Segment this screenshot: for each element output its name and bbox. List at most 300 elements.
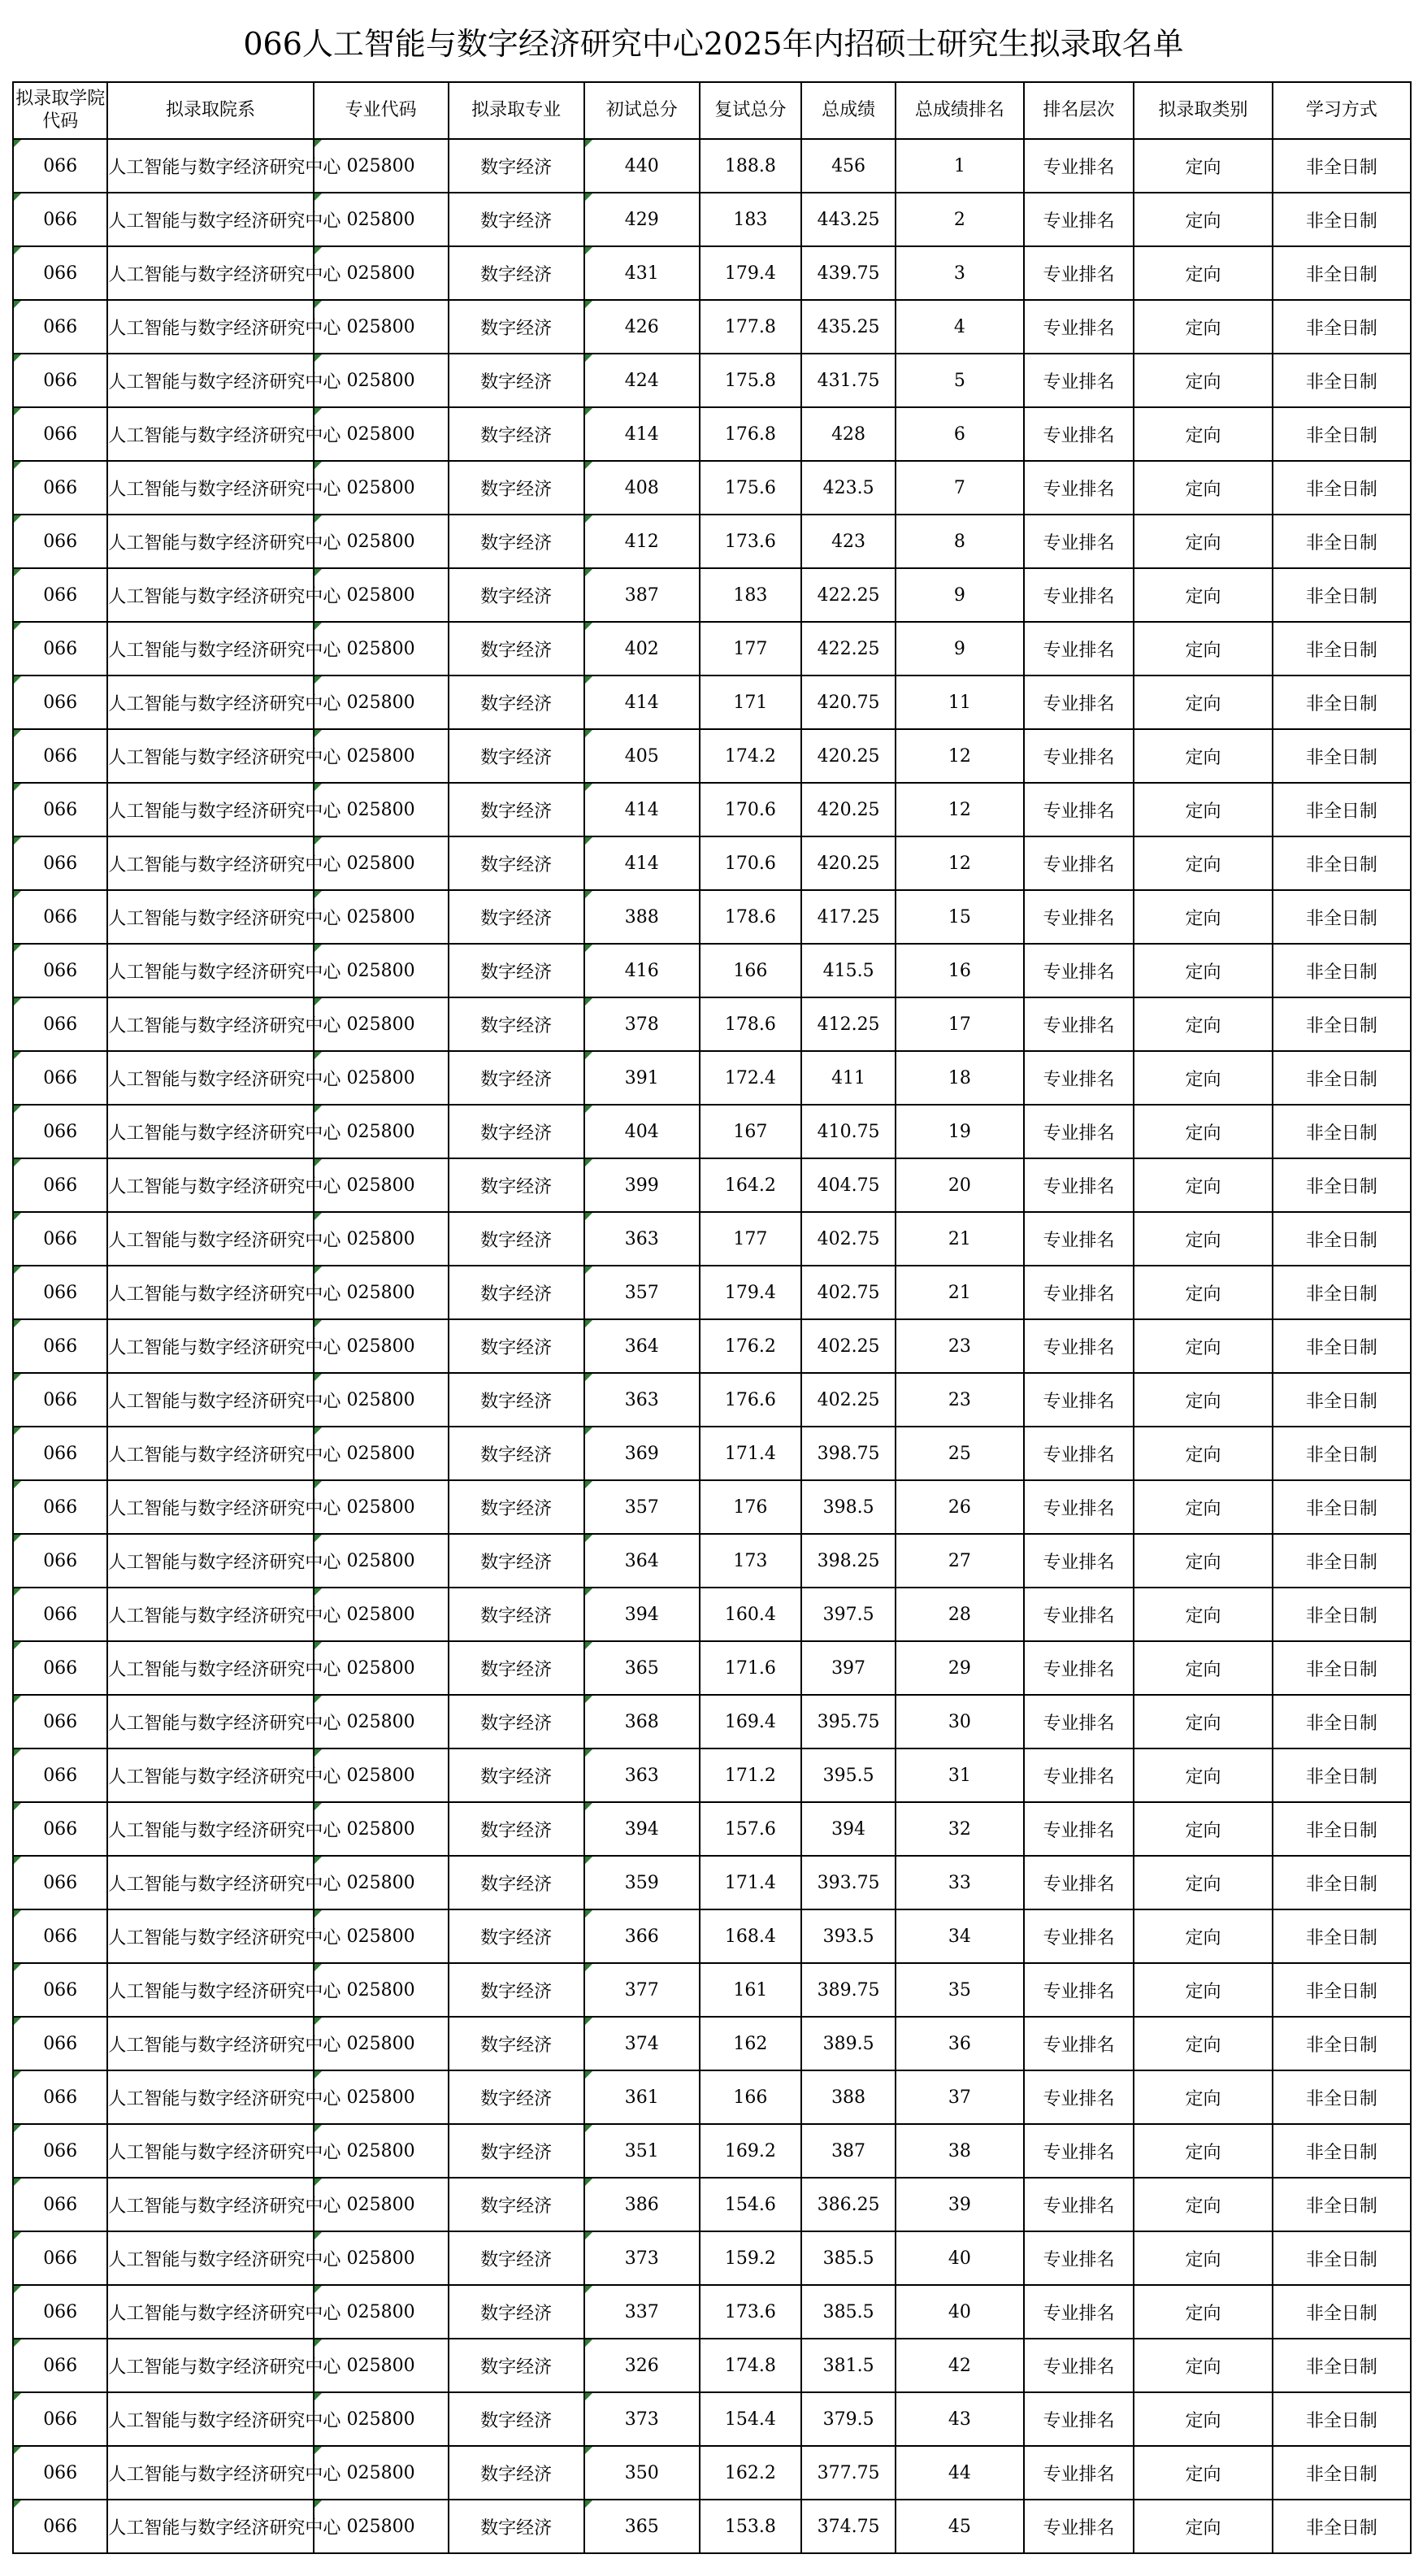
cell-major-code: 025800 [314,1051,449,1105]
cell-rank-level: 专业排名 [1024,1266,1134,1319]
cell-initial-score: 416 [584,944,700,997]
cell-admission-type: 定向 [1134,1534,1272,1588]
cell-major: 数字经济 [449,1534,584,1588]
cell-major: 数字经济 [449,2070,584,2124]
cell-college-code: 066 [13,2070,107,2124]
cell-major-code: 025800 [314,2124,449,2178]
cell-total-rank: 27 [896,1534,1023,1588]
cell-college-code: 066 [13,568,107,622]
cell-total-score: 379.5 [801,2392,896,2446]
cell-admission-type: 定向 [1134,622,1272,675]
cell-initial-score: 402 [584,622,700,675]
cell-study-mode: 非全日制 [1273,890,1411,944]
cell-admission-type: 定向 [1134,2017,1272,2070]
cell-major-code: 025800 [314,1534,449,1588]
table-row [13,246,1411,300]
cell-major-code: 025800 [314,2446,449,2500]
cell-admission-type: 定向 [1134,300,1272,354]
cell-major: 数字经济 [449,1748,584,1802]
cell-college-code: 066 [13,1427,107,1480]
cell-initial-score: 364 [584,1319,700,1373]
cell-admission-type: 定向 [1134,1105,1272,1158]
cell-department: 人工智能与数字经济研究中心 [107,2070,313,2124]
cell-department: 人工智能与数字经济研究中心 [107,1480,313,1534]
cell-department: 人工智能与数字经济研究中心 [107,1963,313,2017]
cell-study-mode: 非全日制 [1273,193,1411,246]
cell-total-score: 398.25 [801,1534,896,1588]
table-row [13,1373,1411,1427]
table-row [13,1158,1411,1212]
cell-retest-score: 179.4 [700,1266,801,1319]
cell-total-score: 377.75 [801,2446,896,2500]
cell-admission-type: 定向 [1134,1212,1272,1266]
cell-admission-type: 定向 [1134,675,1272,729]
cell-college-code: 066 [13,246,107,300]
cell-rank-level: 专业排名 [1024,1427,1134,1480]
cell-admission-type: 定向 [1134,1480,1272,1534]
cell-admission-type: 定向 [1134,354,1272,407]
cell-total-rank: 12 [896,836,1023,890]
cell-major: 数字经济 [449,2017,584,2070]
cell-total-rank: 5 [896,354,1023,407]
cell-retest-score: 174.8 [700,2339,801,2392]
cell-college-code: 066 [13,2178,107,2231]
cell-total-score: 402.75 [801,1212,896,1266]
cell-initial-score: 366 [584,1909,700,1963]
cell-college-code: 066 [13,461,107,515]
cell-total-score: 385.5 [801,2231,896,2285]
cell-total-rank: 44 [896,2446,1023,2500]
cell-study-mode: 非全日制 [1273,997,1411,1051]
cell-total-rank: 45 [896,2500,1023,2553]
cell-major: 数字经济 [449,300,584,354]
cell-total-rank: 7 [896,461,1023,515]
table-row [13,1480,1411,1534]
cell-college-code: 066 [13,354,107,407]
cell-total-rank: 21 [896,1266,1023,1319]
table-row [13,407,1411,461]
cell-study-mode: 非全日制 [1273,246,1411,300]
header-major-code: 专业代码 [314,82,449,139]
cell-admission-type: 定向 [1134,1748,1272,1802]
cell-total-score: 420.25 [801,836,896,890]
cell-college-code: 066 [13,193,107,246]
cell-initial-score: 388 [584,890,700,944]
cell-major: 数字经济 [449,2500,584,2553]
cell-retest-score: 173 [700,1534,801,1588]
cell-major-code: 025800 [314,675,449,729]
cell-major: 数字经济 [449,1641,584,1695]
cell-admission-type: 定向 [1134,2285,1272,2339]
cell-retest-score: 179.4 [700,246,801,300]
cell-total-score: 393.5 [801,1909,896,1963]
cell-rank-level: 专业排名 [1024,2070,1134,2124]
cell-total-rank: 4 [896,300,1023,354]
cell-retest-score: 169.4 [700,1695,801,1748]
cell-initial-score: 426 [584,300,700,354]
cell-total-rank: 11 [896,675,1023,729]
cell-major-code: 025800 [314,354,449,407]
cell-major: 数字经济 [449,139,584,193]
cell-study-mode: 非全日制 [1273,675,1411,729]
table-row [13,1051,1411,1105]
cell-major-code: 025800 [314,1588,449,1641]
cell-admission-type: 定向 [1134,1588,1272,1641]
cell-study-mode: 非全日制 [1273,2017,1411,2070]
cell-major: 数字经济 [449,890,584,944]
cell-department: 人工智能与数字经济研究中心 [107,407,313,461]
header-department: 拟录取院系 [107,82,313,139]
cell-department: 人工智能与数字经济研究中心 [107,1105,313,1158]
cell-rank-level: 专业排名 [1024,568,1134,622]
table-row [13,1856,1411,1909]
cell-department: 人工智能与数字经济研究中心 [107,2231,313,2285]
cell-study-mode: 非全日制 [1273,622,1411,675]
cell-department: 人工智能与数字经济研究中心 [107,354,313,407]
cell-total-score: 404.75 [801,1158,896,1212]
cell-admission-type: 定向 [1134,193,1272,246]
cell-college-code: 066 [13,2392,107,2446]
cell-college-code: 066 [13,2124,107,2178]
cell-major-code: 025800 [314,729,449,783]
cell-major-code: 025800 [314,1158,449,1212]
cell-retest-score: 178.6 [700,890,801,944]
cell-initial-score: 404 [584,1105,700,1158]
cell-total-rank: 9 [896,622,1023,675]
cell-department: 人工智能与数字经济研究中心 [107,1588,313,1641]
table-row [13,515,1411,568]
table-row [13,783,1411,836]
cell-retest-score: 176 [700,1480,801,1534]
cell-retest-score: 176.8 [700,407,801,461]
cell-major: 数字经济 [449,2285,584,2339]
cell-retest-score: 161 [700,1963,801,2017]
cell-department: 人工智能与数字经济研究中心 [107,1266,313,1319]
cell-rank-level: 专业排名 [1024,1319,1134,1373]
cell-rank-level: 专业排名 [1024,2500,1134,2553]
cell-college-code: 066 [13,300,107,354]
cell-retest-score: 178.6 [700,997,801,1051]
cell-department: 人工智能与数字经济研究中心 [107,1909,313,1963]
cell-total-score: 439.75 [801,246,896,300]
cell-college-code: 066 [13,997,107,1051]
cell-major: 数字经济 [449,2178,584,2231]
cell-initial-score: 368 [584,1695,700,1748]
table-row [13,1641,1411,1695]
cell-study-mode: 非全日制 [1273,1695,1411,1748]
cell-major: 数字经济 [449,354,584,407]
cell-admission-type: 定向 [1134,2446,1272,2500]
cell-retest-score: 153.8 [700,2500,801,2553]
cell-admission-type: 定向 [1134,1856,1272,1909]
table-header-row [13,82,1411,139]
cell-major-code: 025800 [314,1748,449,1802]
cell-admission-type: 定向 [1134,568,1272,622]
cell-major-code: 025800 [314,2017,449,2070]
cell-total-rank: 40 [896,2285,1023,2339]
cell-major-code: 025800 [314,300,449,354]
cell-total-score: 402.25 [801,1373,896,1427]
table-row [13,1266,1411,1319]
cell-admission-type: 定向 [1134,1427,1272,1480]
cell-study-mode: 非全日制 [1273,2124,1411,2178]
cell-study-mode: 非全日制 [1273,1802,1411,1856]
table-body [13,139,1411,2553]
cell-initial-score: 357 [584,1266,700,1319]
cell-total-score: 415.5 [801,944,896,997]
cell-major-code: 025800 [314,622,449,675]
cell-initial-score: 414 [584,675,700,729]
header-total-rank: 总成绩排名 [896,82,1023,139]
cell-department: 人工智能与数字经济研究中心 [107,944,313,997]
cell-initial-score: 326 [584,2339,700,2392]
cell-rank-level: 专业排名 [1024,1856,1134,1909]
cell-total-score: 385.5 [801,2285,896,2339]
cell-major-code: 025800 [314,2285,449,2339]
cell-initial-score: 378 [584,997,700,1051]
cell-major: 数字经济 [449,1909,584,1963]
cell-admission-type: 定向 [1134,890,1272,944]
table-row [13,890,1411,944]
cell-major-code: 025800 [314,568,449,622]
table-row [13,2392,1411,2446]
cell-major: 数字经济 [449,193,584,246]
cell-department: 人工智能与数字经济研究中心 [107,1695,313,1748]
cell-major: 数字经济 [449,622,584,675]
cell-admission-type: 定向 [1134,2231,1272,2285]
cell-rank-level: 专业排名 [1024,407,1134,461]
cell-admission-type: 定向 [1134,2392,1272,2446]
table-row [13,2500,1411,2553]
cell-total-rank: 38 [896,2124,1023,2178]
cell-major: 数字经济 [449,2124,584,2178]
cell-department: 人工智能与数字经济研究中心 [107,890,313,944]
cell-major: 数字经济 [449,2339,584,2392]
cell-total-rank: 43 [896,2392,1023,2446]
table-row [13,1427,1411,1480]
cell-college-code: 066 [13,1212,107,1266]
cell-total-score: 422.25 [801,622,896,675]
cell-major-code: 025800 [314,997,449,1051]
cell-initial-score: 399 [584,1158,700,1212]
cell-college-code: 066 [13,2285,107,2339]
table-row [13,2446,1411,2500]
cell-admission-type: 定向 [1134,1641,1272,1695]
table-row [13,568,1411,622]
cell-department: 人工智能与数字经济研究中心 [107,2285,313,2339]
cell-admission-type: 定向 [1134,1802,1272,1856]
cell-study-mode: 非全日制 [1273,300,1411,354]
cell-retest-score: 188.8 [700,139,801,193]
cell-retest-score: 159.2 [700,2231,801,2285]
table-row [13,2124,1411,2178]
cell-initial-score: 365 [584,2500,700,2553]
cell-study-mode: 非全日制 [1273,1105,1411,1158]
cell-initial-score: 373 [584,2231,700,2285]
cell-admission-type: 定向 [1134,139,1272,193]
cell-rank-level: 专业排名 [1024,2017,1134,2070]
cell-college-code: 066 [13,2017,107,2070]
cell-retest-score: 177.8 [700,300,801,354]
cell-major: 数字经济 [449,1588,584,1641]
cell-retest-score: 164.2 [700,1158,801,1212]
cell-major: 数字经济 [449,997,584,1051]
cell-major-code: 025800 [314,1480,449,1534]
cell-department: 人工智能与数字经济研究中心 [107,729,313,783]
cell-total-score: 398.5 [801,1480,896,1534]
cell-major: 数字经济 [449,675,584,729]
cell-retest-score: 176.2 [700,1319,801,1373]
cell-total-score: 389.5 [801,2017,896,2070]
cell-college-code: 066 [13,783,107,836]
cell-admission-type: 定向 [1134,246,1272,300]
cell-total-rank: 42 [896,2339,1023,2392]
cell-department: 人工智能与数字经济研究中心 [107,2124,313,2178]
cell-retest-score: 183 [700,193,801,246]
cell-major-code: 025800 [314,890,449,944]
cell-initial-score: 374 [584,2017,700,2070]
cell-study-mode: 非全日制 [1273,2500,1411,2553]
cell-total-rank: 17 [896,997,1023,1051]
cell-total-score: 389.75 [801,1963,896,2017]
cell-total-score: 417.25 [801,890,896,944]
header-total-score: 总成绩 [801,82,896,139]
cell-major: 数字经济 [449,1266,584,1319]
cell-department: 人工智能与数字经济研究中心 [107,783,313,836]
cell-major-code: 025800 [314,1641,449,1695]
cell-total-score: 412.25 [801,997,896,1051]
cell-rank-level: 专业排名 [1024,2178,1134,2231]
cell-rank-level: 专业排名 [1024,2392,1134,2446]
cell-major-code: 025800 [314,2070,449,2124]
cell-major: 数字经济 [449,783,584,836]
cell-department: 人工智能与数字经济研究中心 [107,1534,313,1588]
header-study-mode: 学习方式 [1273,82,1411,139]
page-title: 066人工智能与数字经济研究中心2025年内招硕士研究生拟录取名单 [243,26,1184,62]
cell-total-score: 443.25 [801,193,896,246]
cell-major: 数字经济 [449,944,584,997]
table-row [13,1748,1411,1802]
cell-initial-score: 386 [584,2178,700,2231]
cell-major: 数字经济 [449,1480,584,1534]
cell-total-score: 423 [801,515,896,568]
cell-rank-level: 专业排名 [1024,1641,1134,1695]
cell-retest-score: 162.2 [700,2446,801,2500]
cell-admission-type: 定向 [1134,2070,1272,2124]
cell-major-code: 025800 [314,2339,449,2392]
cell-rank-level: 专业排名 [1024,1534,1134,1588]
cell-department: 人工智能与数字经济研究中心 [107,1748,313,1802]
cell-admission-type: 定向 [1134,2339,1272,2392]
cell-total-score: 428 [801,407,896,461]
cell-initial-score: 414 [584,407,700,461]
cell-initial-score: 429 [584,193,700,246]
cell-admission-type: 定向 [1134,1266,1272,1319]
cell-rank-level: 专业排名 [1024,890,1134,944]
cell-total-score: 393.75 [801,1856,896,1909]
table-row [13,1319,1411,1373]
cell-department: 人工智能与数字经济研究中心 [107,1802,313,1856]
cell-major-code: 025800 [314,1909,449,1963]
cell-total-score: 420.25 [801,729,896,783]
cell-admission-type: 定向 [1134,2178,1272,2231]
cell-department: 人工智能与数字经济研究中心 [107,2392,313,2446]
cell-rank-level: 专业排名 [1024,675,1134,729]
cell-study-mode: 非全日制 [1273,2178,1411,2231]
cell-initial-score: 363 [584,1748,700,1802]
cell-department: 人工智能与数字经济研究中心 [107,193,313,246]
cell-study-mode: 非全日制 [1273,2392,1411,2446]
cell-total-rank: 2 [896,193,1023,246]
cell-retest-score: 176.6 [700,1373,801,1427]
cell-rank-level: 专业排名 [1024,2285,1134,2339]
cell-major: 数字经济 [449,2446,584,2500]
cell-initial-score: 405 [584,729,700,783]
cell-initial-score: 337 [584,2285,700,2339]
cell-college-code: 066 [13,1158,107,1212]
cell-admission-type: 定向 [1134,2124,1272,2178]
cell-study-mode: 非全日制 [1273,1427,1411,1480]
cell-college-code: 066 [13,1802,107,1856]
cell-rank-level: 专业排名 [1024,515,1134,568]
cell-total-rank: 37 [896,2070,1023,2124]
cell-college-code: 066 [13,139,107,193]
cell-total-score: 395.5 [801,1748,896,1802]
cell-major-code: 025800 [314,193,449,246]
cell-study-mode: 非全日制 [1273,1856,1411,1909]
cell-major-code: 025800 [314,515,449,568]
cell-rank-level: 专业排名 [1024,2339,1134,2392]
cell-study-mode: 非全日制 [1273,1266,1411,1319]
cell-retest-score: 169.2 [700,2124,801,2178]
cell-major-code: 025800 [314,461,449,515]
cell-initial-score: 373 [584,2392,700,2446]
cell-department: 人工智能与数字经济研究中心 [107,515,313,568]
cell-rank-level: 专业排名 [1024,1695,1134,1748]
cell-major: 数字经济 [449,1963,584,2017]
table-row [13,2339,1411,2392]
cell-initial-score: 350 [584,2446,700,2500]
cell-rank-level: 专业排名 [1024,1212,1134,1266]
cell-admission-type: 定向 [1134,1319,1272,1373]
cell-total-rank: 35 [896,1963,1023,2017]
cell-total-score: 402.75 [801,1266,896,1319]
cell-rank-level: 专业排名 [1024,997,1134,1051]
cell-retest-score: 173.6 [700,515,801,568]
cell-department: 人工智能与数字经济研究中心 [107,1319,313,1373]
cell-study-mode: 非全日制 [1273,1534,1411,1588]
cell-college-code: 066 [13,1695,107,1748]
cell-initial-score: 359 [584,1856,700,1909]
cell-initial-score: 424 [584,354,700,407]
cell-initial-score: 440 [584,139,700,193]
cell-major: 数字经济 [449,1212,584,1266]
cell-college-code: 066 [13,836,107,890]
table-row [13,1695,1411,1748]
cell-total-score: 420.25 [801,783,896,836]
cell-major-code: 025800 [314,1427,449,1480]
cell-major: 数字经济 [449,461,584,515]
cell-department: 人工智能与数字经济研究中心 [107,997,313,1051]
cell-college-code: 066 [13,1856,107,1909]
cell-major-code: 025800 [314,1212,449,1266]
cell-initial-score: 363 [584,1373,700,1427]
cell-study-mode: 非全日制 [1273,1212,1411,1266]
cell-rank-level: 专业排名 [1024,1802,1134,1856]
table-row [13,193,1411,246]
cell-college-code: 066 [13,1963,107,2017]
cell-total-score: 386.25 [801,2178,896,2231]
